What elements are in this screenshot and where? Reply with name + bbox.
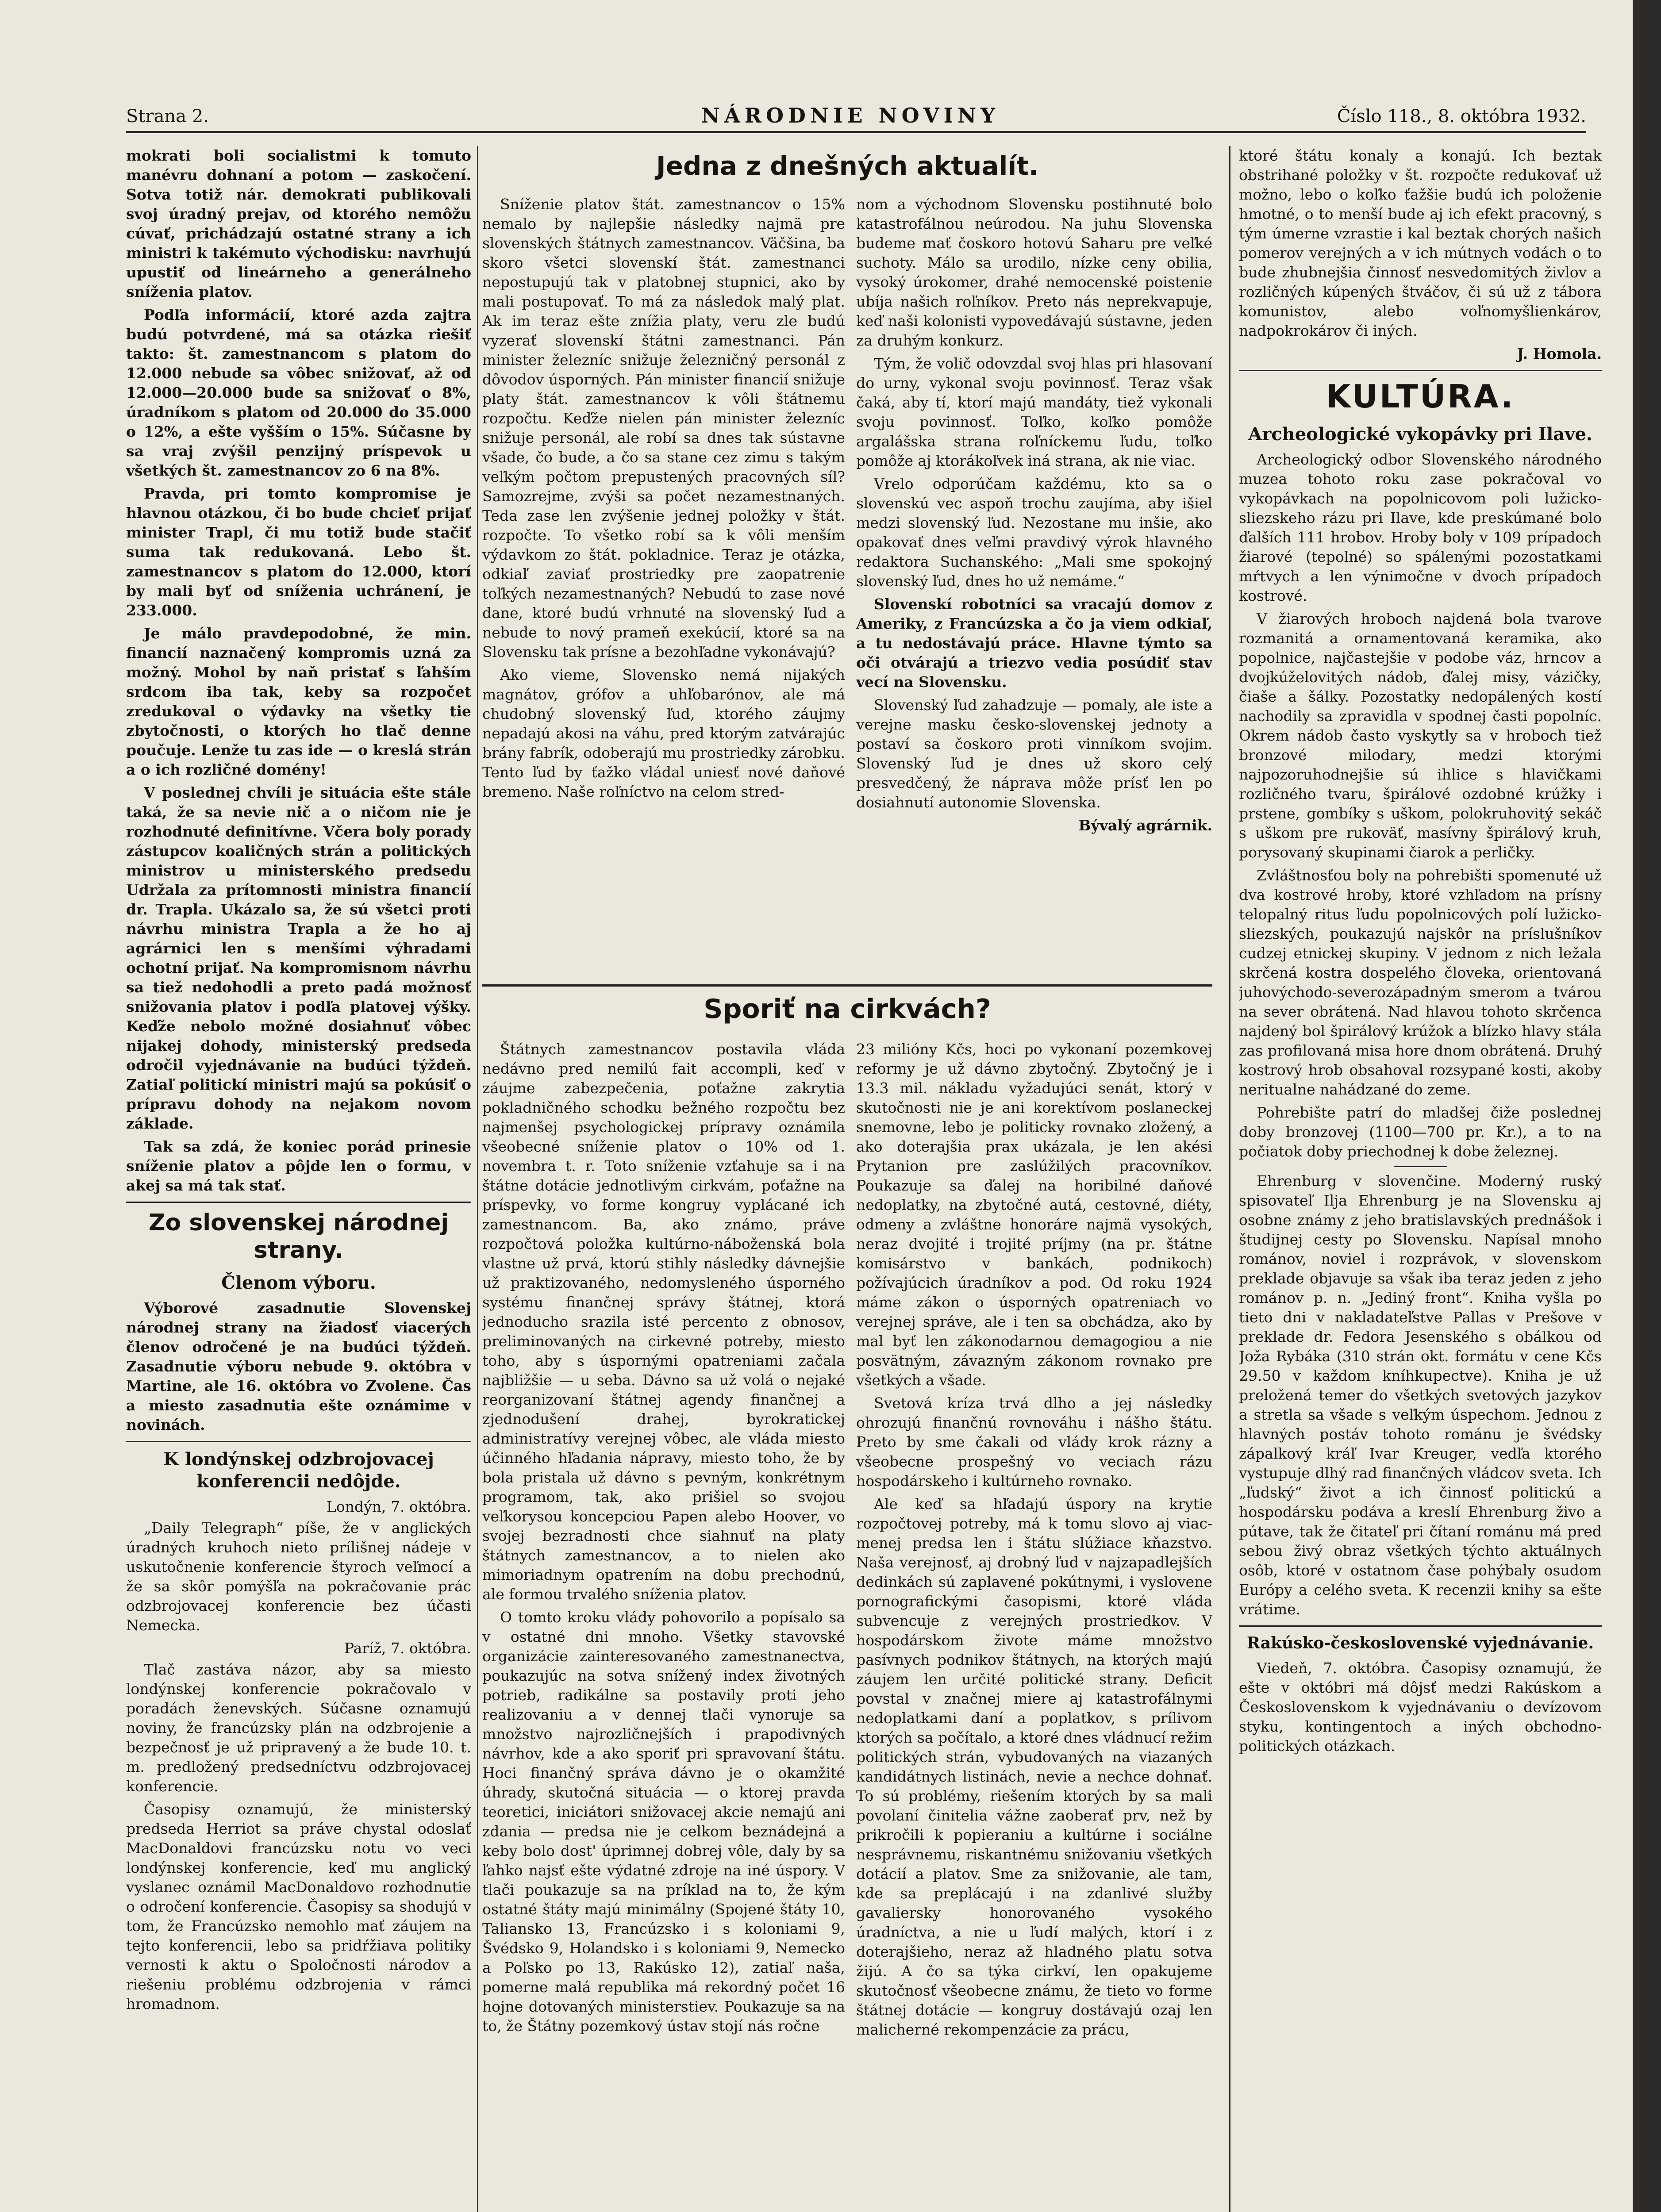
dateline: Londýn, 7. októbra.: [326, 1498, 471, 1515]
column-1: [126, 146, 471, 2212]
snc-subheading: Členom výboru.: [221, 1272, 376, 1293]
article-paragraph: 23 milióny Kčs, hoci po vykonaní pozemkovej reformy je už dávno zbytočný. Zbytočný je i 13.3 mil. nákladu vyžadujúci senát, ktorý v skutočnosti nie je ani korektívom poslaneckej snemovne, lebo je politicky rovnako zložený, a ako doterajšia prax ukázala, je len akési Prytanion pre zaslúžilých pracovníkov. Poukazuje sa ďalej na horibilné daňové nedoplatky, na zbytočné autá, cestovné, diéty, odmeny a zvláštne honoráre najmä vysokých, neraz dvojité i trojité príjmy (na pr. štátne komisárstvo v bankách, podnikoch) požívajúcich úradníkov a pod. Od roku 1924 máme zákon o úsporných opatreniach vo verejnej správe, ale i ten sa obchádza, ako by mal byť len zákonodarnou demagogiou a nie posvätným, závazným zákonom rovnako pre všetkých a všade.: [856, 1041, 1212, 1389]
article-paragraph: Tlač zastáva názor, aby sa miesto londýnskej konferencie pokračovalo v poradách ženevských. Súčasne oznamujú noviny, že francúzsky plán na odzbrojenie a bezpečnosť je už pripravený a že bude 10. t. m. predložený predsedníctvu odzbrojovacej konferencie.: [126, 1661, 471, 1795]
article-paragraph: Slovenský ľud zahadzuje — pomaly, ale iste a verejne masku česko-slovenskej jednoty a postaví sa čoskoro proti vinníkom svojim. Slovenský ľud je dnes už skoro celý presvedčený, že náprava môže prísť len po dosiahnutí autonomie Slovenska.: [856, 696, 1212, 811]
jedna-headline: Jedna z dnešných aktualít.: [656, 151, 1039, 181]
article-paragraph: Pohrebište patrí do mladšej čiže poslednej doby bronzovej (1100—700 pr. Kr.), a to na počiatok doby priechodnej k dobe železnej.: [1239, 1104, 1602, 1160]
sporit-right-column: [856, 1040, 1212, 2212]
newspaper-title: NÁRODNIE NOVINY: [701, 104, 1000, 127]
section-divider: [1239, 1625, 1602, 1627]
signature: Bývalý agrárnik.: [1078, 817, 1212, 834]
article-paragraph: Štátnych zamestnancov postavila vláda nedávno pred nemilú fait accompli, keď v záujme zabezpečenia, poťažne zakrytia pokladničného schodku bežného rozpočtu bez najmenšej psychologickej prípravy oznámila všeobecné sníženie platov o 10% od 1. novembra t. r. Toto sníženie vzťahuje sa i na štátne dotácie jednotlivým cirkvám, poťažne na príspevky, vo forme kongruy vyplácané ich zamestnancom. Ba, ako známo, práve rozpočtová položka kultúrno-náboženská bola vlastne už prvá, ktorú stihly následky dávnejšie už praktizovaného, nedomysleného úsporného systému finančnej správy štátnej, ktorá jednoducho srazila isté percento z obnosov, preliminovaných na cirkevné potreby, miesto toho, aby s úspornými opatreniami začala najbližšie — u seba. Dávno sa už volá o nejaké reorganizovaní štátnej agendy finančnej a zjednodušení drahej, byrokratickej administratívy verejnej vôbec, ale vláda miesto účinného hľadania nápravy, miesto toho, že by bola pristala už dávno s pevným, konkrétnym programom, tak, ako prišiel so svojou veľkorysou koncepciou Papen alebo Hoover, vo svojej bezradnosti chce siahnuť na platy štátnych zamestnancov, a to nielen ako mimoriadnym opatrením na dobu prechodnú, ale formou trvalého sníženia platov.: [482, 1041, 845, 1603]
article-paragraph: nom a východnom Slovensku postihnuté bolo katastrofálnou neúrodou. Na juhu Slovenska budeme mať čoskoro hotovú Saharu pre veľké suchoty. Málo sa urodilo, nízke ceny obilia, vysoký úrokomer, drahé nemocenské poistenie ubíja našich roľníkov. Preto nás neprekvapuje, keď naši kolonisti vypovedávajú sústavne, jeden za druhým konkurz.: [856, 196, 1212, 349]
page-header: [126, 102, 1586, 137]
rak-headline: Rakúsko-československé vyjednávanie.: [1247, 1634, 1594, 1652]
article-paragraph: Tým, že volič odovzdal svoj hlas pri hlasovaní do urny, vykonal svoju povinnosť. Teraz však čaká, aby tí, ktorí majú mandáty, tiež vykonali svoju povinnosť. Toľko, koľko pomôže argalášska strana roľníckemu ľudu, toľko pomôže aj ktorákoľvek iná strana, ak nie viac.: [856, 355, 1212, 469]
scan-edge: [1633, 0, 1661, 2212]
column-rule: [1229, 146, 1230, 2212]
column-rule: [477, 146, 478, 2212]
section-divider: [482, 984, 1212, 987]
article-paragraph: Podľa informácií, ktoré azda zajtra budú potvrdené, má sa otázka riešiť takto: št. zamestnancom s platom do 12.000 nebude sa vôbec snižovať, až od 12.000—20.000 bude sa snižovať o 8%, úradníkom s platom od 20.000 do 35.000 o 12%, a ešte vyšším o 15%. Súčasne by sa vraj zvýšil penzijný príspevok u všetkých št. zamestnancov zo 6 na 8%.: [126, 306, 471, 479]
article-paragraph: V žiarových hroboch najdená bola tvarove rozmanitá a ornamentovaná keramika, ako popolnice, najčastejšie v podobe váz, hrncov a dvojkúželovitých nádob, ďalej misy, vázičky, čiaše a šálky. Pozostatky nedopálených kostí nachodily sa zpravidla v spodnej časti popolníc. Okrem nádob často vyskytly sa v hroboch tiež bronzové milodary, medzi ktorými najpozoruhodnejšie sú ihlice s hlavičkami rozličného tvaru, špirálové ozdobné krúžky i prstene, gombíky s uškom, polokruhovitý sekáč s uškom pre rukoväť, masívny špirálový kruh, porysovaný skupinami čiarok a perličky.: [1239, 610, 1602, 861]
article-paragraph: V poslednej chvíli je situácia ešte stále taká, že sa nevie nič a o ničom nie je rozhodnuté definitívne. Včera boly porady zástupcov koaličných strán a politických ministrov u ministerského predsedu Udržala za prítomnosti ministra financií dr. Trapla. Ukázalo sa, že sú všetci proti návrhu ministra Trapla a že ho aj agrárnici len s menšími výhradami ochotní prijať. Na kompromisnom návrhu sa tiež nedohodli a preto padá možnosť snižovania platov i podľa platovej výšky. Keďže nebolo možné dosiahnuť vôbec nijakej dohody, ministerský predseda odročil vyjednávanie na budúci týždeň. Zatiaľ politickí ministri majú sa pokúsiť o prípravu dohody na nejakom novom základe.: [126, 784, 471, 1132]
article-paragraph: Svetová kríza trvá dlho a jej následky ohrozujú finančnú rovnováhu i nášho štátu. Preto by sme čakali od vlády krok rázny a všeobecne prospešný vo veciach rázu hospodárskeho i kultúrneho rovnako.: [856, 1394, 1212, 1490]
article-paragraph: Vrelo odporúčam každému, kto sa o slovenskú vec aspoň trochu zaujíma, aby išiel medzi slovenský ľud. Nezostane mu inšie, ako opakovať dnes veľmi pravdivý výrok hlavného redaktora Suchanského: „Mali sme spokojný slovenský ľud, dnes ho už nemáme.“: [856, 475, 1212, 590]
section-divider: [126, 1441, 471, 1442]
article-paragraph: Ale keď sa hľadajú úspory na krytie rozpočtovej potreby, má k tomu slovo aj viac-menej predsa len i štátu slúžiace kňazstvo. Naša verejnosť, aj drobný ľud v najzapadlejších dedinkách sú zaplavené pokútnymi, i vyslovene pornografickými časopismi, ktoré vláda subvencuje z verejných prostriedkov. V hospodárskom živote máme množstvo pasívnych podnikov štátnych, na ktorých majú záujem len určité politické strany. Deficit povstal v značnej miere aj katastrofálnymi nedoplatkami daní a poplatkov, s prílivom ktorých sa počítalo, a ktoré dnes vládnucí režim politických strán, vybudovaných na viazaných kandidátnych listinách, nevie a nechce dohnať. To sú problémy, riešením ktorých by sa mali povolaní činitelia vážne zaoberať prv, než by prikročili k popieraniu a kultúrne i sociálne nesprávnemu, riskantnému snižovaniu všetkých dotácií a platov. Sme za snižovanie, ale tam, kde sa preplácajú i na zdanlivé služby gavaliersky honorovaného vysokého úradníctva, a nie u ľudí malých, ktorí i z doterajšieho, neraz až hladného platu sotva žijú. A čo sa týka cirkví, len opakujeme skutočnosť všeobecne známu, že tieto vo forme štátnej dotácie — kongruy dostávajú ozaj len malicherné rekompenzácie za prácu,: [856, 1495, 1212, 2038]
issue-date: Číslo 118., 8. októbra 1932.: [1337, 106, 1586, 127]
article-paragraph: Tak sa zdá, že koniec porád prinesie sníženie platov a pôjde len o formu, v akej sa má tak stať.: [126, 1138, 471, 1194]
article-paragraph: Ehrenburg v slovenčine. Moderný ruský spisovateľ Ilja Ehrenburg je na Slovensku aj osobne známy z jeho bratislavských prednášok i študijnej cesty po Slovensku. Napísal mnoho románov, noviel i rozprávok, v slovenskom preklade objavuje sa však iba teraz jeden z jeho románov p. n. „Jediný front“. Kniha vyšla po tieto dni v nakladateľstve Pallas v Prešove v preklade dr. Fedora Jesenského s obálkou od Joža Rybáka (310 strán okt. formátu v cene Kčs 29.50 v každom kníhkupectve). Kniha je už preložená temer do všetkých svetových jazykov a stretla sa všade s veľkým úspechom. Jednou z hlavných postáv tohoto románu je švédsky zápalkový kráľ Ivar Kreuger, vedľa ktorého vystupuje dlhý rad finančných vládcov sveta. Ich „ľudský“ život a ich činnosť politickú a hospodársku podáva a kreslí Ehrenburg živo a pútave, tak že čitateľ pri čítaní románu má pred sebou živý obraz všetkých týchto aktuálnych osôb, ktoré v ostatnom čase pohýbaly osudom Európy a celého sveta. K recenzii knihy sa ešte vrátime.: [1239, 1172, 1602, 1618]
article-paragraph: Sníženie platov štát. zamestnancov o 15% nemalo by najlepšie následky najmä pre slovenských štátnych zamestnancov. Väčšina, ba skoro všetci slovenskí štát. zamestnanci nepostupujú tak v platobnej stupnici, ako by mali postupovať. To má za následok malý plat. Ak im teraz ešte znížia platy, veru zle budú vyzerať slovenskí štátni zamestnanci. Pán minister železníc snižuje železničný personál z dôvodov úsporných. Pán minister financií snižuje platy štát. zamestnancov k vôli štátnemu rozpočtu. Keďže nielen pán minister železníc snižuje personál, ale robí sa dnes tak sústavne všade, čo bude, a čo sa stane cez zimu s takým veľkým počtom prepustených pracovných síl? Samozrejme, zvýši sa počet nezamestnaných. Teda zase len zvýšenie jednej položky v štát. rozpočte. To všetko robí sa k vôli menším výdavkom zo štát. pokladnice. Teraz je otázka, odkiaľ zaviať prostriedky pre zaopatrenie toľkých nezamestnaných? Nebudú to zase nové dane, ktoré budú vrhnuté na slovenský ľud a nebude to nový prameň exekúcií, ktoré sa na Slovensku tak prísne a bezohľadne vykonávajú?: [482, 196, 845, 661]
article-paragraph: „Daily Telegraph“ píše, že v anglických úradných kruhoch nieto prílišnej nádeje v uskutočnenie konferencie štyroch veľmocí a že sa skôr pomýšľa na pokračovanie prác odzbrojovacej konferencie bez účasti Nemecka.: [126, 1519, 471, 1634]
article-paragraph: Archeologický odbor Slovenského národného muzea tohoto roku zase pokračoval vo vykopávkach na popolnicovom poli lužicko-sliezskeho rázu pri Ilave, kde preskúmané bolo ďalších 111 hrobov. Hroby boly v 109 prípadoch žiarové (tepolné) so spálenými pozostatkami mŕtvych a len výnimočne v dvoch prípadoch kostrové.: [1239, 451, 1602, 604]
section-divider: [126, 1202, 471, 1203]
article-paragraph: Viedeň, 7. októbra. Časopisy oznamujú, že ešte v októbri má dôjsť medzi Rakúskom a Československom k vyjednávaniu o devízovom styku, kontingentoch a iných obchodno-politických otázkach.: [1239, 1659, 1602, 1755]
article-paragraph: Časopisy oznamujú, že ministerský predseda Herriot sa práve chystal odoslať MacDonaldovi francúzsku notu vo veci londýnskej konferencie, keď mu anglický vyslanec oznámil MacDonaldovo rozhodnutie o odročení konferencie. Časopisy sa shodujú v tom, že Francúzsko nemohlo mať záujem na tejto konferencii, lebo sa pridŕžiava politiky vernosti k aktu o Spoločnosti národov a riešeniu problému odzbrojenia v rámci hromadnom.: [126, 1801, 471, 2012]
dateline: Paríž, 7. októbra.: [344, 1640, 471, 1657]
article-paragraph: Slovenskí robotníci sa vracajú domov z Ameriky, z Francúzska a čo ja viem odkiaľ, a tu nedostávajú práce. Hlavne týmto sa oči otvárajú a triezvo vedia posúdiť stav vecí na Slovensku.: [856, 595, 1212, 691]
article-paragraph: Je málo pravdepodobné, že min. financií naznačený kompromis uzná za možný. Mohol by naň pristať s ľahším srdcom iba tak, keby sa rozpočet zredukoval o výdavky na všetky tie zbytočnosti, o ktorých ho tlač denne poučuje. Lenže tu zas ide — o kreslá strán a o ich rozličné domény!: [126, 625, 471, 778]
jedna-right-column: [856, 195, 1212, 973]
column-4: [1239, 146, 1602, 2212]
london-headline: K londýnskej odzbrojovacej konferencii nedôjde.: [163, 1449, 434, 1492]
short-divider: [1394, 1166, 1447, 1167]
article-paragraph: mokrati boli socialistmi k tomuto manévru dohnaní a potom — zaskočení. Sotva totiž nár. demokrati publikovali svoj úradný prejav, od ktorého nemôžu cúvať, prichádzajú ostatné strany a ich ministri k takémuto východisku: navrhujú upustiť od lineárneho a generálneho sníženia platov.: [126, 147, 471, 300]
article-paragraph: Ako vieme, Slovensko nemá nijakých magnátov, grófov a uhľobarónov, ale má chudobný slovenský ľud, ktorého záujmy nepadajú akosi na váhu, pred ktorým zatvárajúc brány fabrík, odoberajú mu prostriedky zárobku. Tento ľud by ťažko vládal uniesť nové daňové bremeno. Naše roľníctvo na celom stred-: [482, 666, 845, 800]
snc-headline: Zo slovenskej národnej strany.: [148, 1210, 449, 1263]
article-paragraph: Zvláštnosťou boly na pohrebišti spomenuté už dva kostrové hroby, ktoré vzhľadom na prísny telopalný ritus ľudu popolnicových polí lužicko-sliezských, poukazujú najskôr na príslušníkov cudzej etnickej skupiny. V jednom z nich ležala skrčená kostra dospelého človeka, orientovaná juhovýchodo-severozápadným smerom a tvárou na sever obrátená. Nad hlavou tohoto skrčenca najdený bol špirálový krúžok a blízko hlavy stála zas profilovaná misa hore dnom obrátená. Druhý kostrový hrob obsahoval rozsypané kosti, akoby neritualne nahádzané do zeme.: [1239, 867, 1602, 1098]
article-paragraph: Pravda, pri tomto kompromise je hlavnou otázkou, či bo bude chcieť prijať minister Trapl, či mu totiž bude stačiť suma tak redukovaná. Lebo št. zamestnancov s platom do 12.000, ktorí by mali byť od sníženia uchránení, je 233.000.: [126, 485, 471, 619]
signature: J. Homola.: [1517, 345, 1602, 362]
section-divider: [1239, 370, 1602, 371]
page-number: Strana 2.: [126, 106, 209, 127]
article-paragraph: O tomto kroku vlády pohovorilo a popísalo sa v ostatné dni mnoho. Všetky stavovské organizácie zainteresovaného zamestnanectva, poukazujúc na sotva snížený index životných potrieb, radikálne sa postavily proti jeho realizovaniu a v dennej tlači vynoruje sa množstvo najrozličnejších i prapodivných návrhov, kde a ako sporiť pri spravovaní štátu. Hoci finančný správa dávno je o okamžité úhrady, skutočná situácia — o ktorej pravda teoretici, iniciátori snižovacej akcie nemajú ani zdania — predsa nie je celkom beznádejná a keby bolo dost' úprimnej dobrej vôle, daly by sa ľahko najsť ešte výdatné zdroje na iné úspory. V tlači poukazuje sa na príklad na to, že kým ostatné štáty majú minimálny (Spojené štáty 10, Taliansko 13, Francúzsko i s koloniami 9, Švédsko 9, Holandsko i s koloniami 9, Nemecko a Poľsko po 13, Rakúsko 12), zatiaľ naša, pomerne malá republika má rekordný počet 16 hojne dotovaných ministerstiev. Poukazuje sa na to, že Štátny pozemkový ústav stojí nás ročne: [482, 1609, 845, 2035]
kultura-heading: KULTÚRA.: [1326, 378, 1515, 415]
sporit-headline: Sporiť na cirkvách?: [704, 994, 991, 1025]
jedna-left-column: [482, 195, 845, 973]
article-paragraph: Výborové zasadnutie Slovenskej národnej strany na žiadosť viacerých členov odročené je na budúci týždeň. Zasadnutie výboru nebude 9. októbra v Martine, ale 16. októbra vo Zvolene. Čas a miesto zasadnutia ešte oznámime v novinách.: [126, 1299, 471, 1433]
header-rule: [126, 131, 1586, 133]
article-paragraph: ktoré štátu konaly a konajú. Ich beztak obstrihané položky v št. rozpočte redukovať už možno, lebo o koľko ťažšie budú ich položenie hmotné, o to menší bude aj ich efekt pracovný, s tým úmerne vzrastie i kal beztak chorých našich pomerov verejných a v ich mútnych vodách o to bude zhubnejšia činnosť nesvedomitých živlov a rozličných kúpených štváčov, či sú už z tábora komunistov, alebo voľnomyšlienkárov, nadpokrokárov či iných.: [1239, 147, 1602, 339]
sporit-left-column: [482, 1040, 845, 2212]
arch-headline: Archeologické vykopávky pri Ilave.: [1248, 424, 1592, 445]
